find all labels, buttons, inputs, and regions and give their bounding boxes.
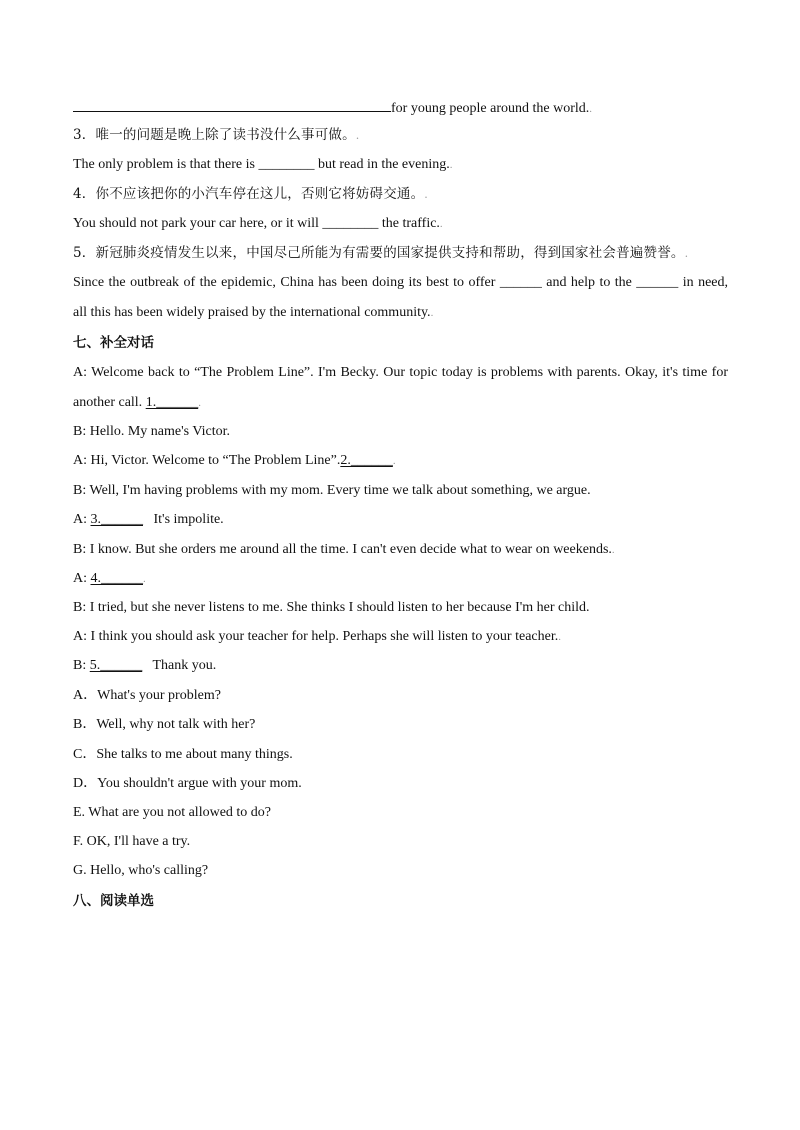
option-b-text: B．Well, why not talk with her?: [73, 717, 256, 732]
item5-english-line2: all this has been widely praised by the international community..: [73, 305, 434, 320]
dialog-a1-text: another call.: [73, 395, 143, 410]
dialog-line-a3: [73, 511, 728, 529]
speaker-b-label: B:: [73, 658, 87, 673]
option-f: [73, 833, 728, 851]
option-d: [73, 775, 728, 793]
item5-chinese: 5．新冠肺炎疫情发生以来，中国尽己所能为有需要的国家提供支持和帮助，得到国家社会普遍赞誉。.: [73, 245, 689, 261]
option-g: [73, 862, 728, 880]
dialog-line-a5: A: I think you should ask your teacher for help. Perhaps she will listen to your teacher..: [73, 629, 561, 644]
dialog-a2-text: A: Hi, Victor. Welcome to “The Problem Line”.: [73, 453, 341, 468]
item3-english-text: The only problem is that there is ________ but read in the evening.: [73, 157, 450, 172]
option-d-text: D．You shouldn't argue with your mom.: [73, 776, 302, 791]
item2-tail-text: for young people around the world.: [391, 101, 590, 116]
item4-english-text: You should not park your car here, or it will ________ the traffic.: [73, 216, 440, 231]
dialog-line-b2: [73, 482, 728, 500]
dialog-line-b3: B: I know. But she orders me around all the time. I can't even decide what to wear on weekends..: [73, 542, 615, 557]
blank-3: 3.______: [90, 512, 143, 527]
option-f-text: F. OK, I'll have a try.: [73, 834, 191, 849]
item3-chinese: 3．唯一的问题是晚上除了读书没什么事可做。.: [73, 127, 360, 143]
blank-5: 5.______: [89, 658, 143, 673]
blank-2: 2.______: [340, 453, 393, 468]
dialog-line-b4: [73, 599, 728, 617]
option-e: [73, 804, 728, 822]
dialog-b3-text: B: I know. But she orders me around all the time. I can't even decide what to wear on weekends.: [73, 542, 612, 557]
speaker-a-label: A:: [73, 512, 87, 527]
item4-chinese: 4．你不应该把你的小汽车停在这儿，否则它将妨碍交通。.: [73, 186, 428, 202]
item3-english: The only problem is that there is ________ but read in the evening..: [73, 157, 453, 172]
item5-chinese-text: 5．新冠肺炎疫情发生以来，中国尽己所能为有需要的国家提供支持和帮助，得到国家社会普遍赞誉。: [73, 245, 685, 261]
dialog-line-a4: A: 4.______.: [73, 571, 146, 586]
dialog-b2-text: B: Well, I'm having problems with my mom. Every time we talk about something, we argue.: [73, 483, 591, 498]
item4-chinese-text: 4．你不应该把你的小汽车停在这儿，否则它将妨碍交通。: [73, 186, 425, 202]
section7-heading: 七、补全对话: [73, 335, 154, 351]
option-a: [73, 687, 728, 705]
section8-heading: 八、阅读单选: [73, 893, 154, 909]
dialog-a5-text: A: I think you should ask your teacher for help. Perhaps she will listen to your teacher.: [73, 629, 559, 644]
blank-4: 4.______: [90, 571, 143, 586]
dialog-b1-text: B: Hello. My name's Victor.: [73, 424, 230, 439]
option-c: [73, 746, 728, 764]
dialog-a3-text: It's impolite.: [153, 512, 224, 527]
item4-english: You should not park your car here, or it will ________ the traffic..: [73, 216, 443, 231]
item5-english-line2-text: all this has been widely praised by the international community.: [73, 305, 431, 320]
dialog-line-a1-part1: A: Welcome back to “The Problem Line”. I'm Becky. Our topic today is problems with parents. Okay, it's time for: [73, 365, 728, 380]
option-c-text: C．She talks to me about many things.: [73, 747, 293, 762]
dialog-b5-text: Thank you.: [152, 658, 217, 673]
blank-1: 1.______: [145, 395, 199, 410]
dialog-line-b1: [73, 423, 728, 441]
dialog-line-a2: A: Hi, Victor. Welcome to “The Problem Line”.2.______.: [73, 453, 396, 468]
item2-english-line: for young people around the world..: [73, 97, 728, 118]
option-a-text: A．What's your problem?: [73, 688, 221, 703]
dialog-line-a1-part2: another call. 1.______.: [73, 395, 201, 410]
item3-chinese-text: 3．唯一的问题是晚上除了读书没什么事可做。: [73, 127, 356, 143]
item5-english-line1: Since the outbreak of the epidemic, China has been doing its best to offer ______ and help to the ______ in need,: [73, 275, 728, 290]
option-b: [73, 716, 728, 734]
dialog-b4-text: B: I tried, but she never listens to me. She thinks I should listen to her because I'm her child.: [73, 600, 590, 615]
option-g-text: G. Hello, who's calling?: [73, 863, 209, 878]
option-e-text: E. What are you not allowed to do?: [73, 805, 272, 820]
answer-blank-line: [73, 97, 391, 112]
speaker-a-label: A:: [73, 571, 87, 586]
dialog-line-b5: [73, 657, 728, 675]
